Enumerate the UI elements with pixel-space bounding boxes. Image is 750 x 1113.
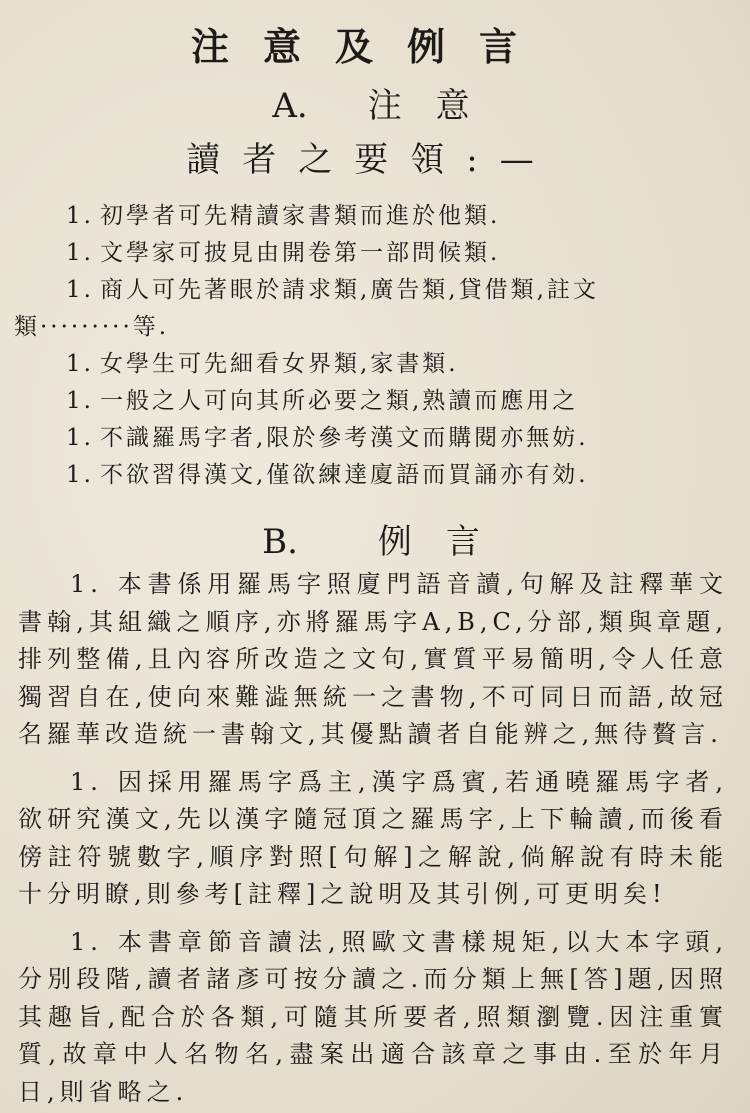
paragraph-number: 1. [70, 927, 103, 956]
list-item-text: 不欲習得漢文,僅欲練達廈語而買誦亦有効. [100, 462, 589, 488]
list-item-text: 一般之人可向其所必要之類,熟讀而應用之 [100, 388, 579, 414]
list-item-number: 1. [66, 240, 94, 266]
list-item-text: 女學生可先細看女界類,家書類. [100, 351, 459, 377]
list-item [14, 457, 728, 494]
paragraph [18, 566, 728, 754]
list-item [14, 272, 728, 309]
paragraph-number: 1. [70, 767, 103, 796]
page-title: 注意及例言 [190, 24, 551, 69]
list-item-number: 1. [66, 462, 94, 488]
section-a-title: 注 意 [367, 86, 470, 126]
list-item-text: 初學者可先精讀家書類而進於他類. [100, 203, 501, 229]
list-item-text: 不識羅馬字者,限於參考漢文而購閱亦無妨. [100, 425, 589, 451]
paragraph-text: 因採用羅馬字爲主,漢字爲賓,若通曉羅馬字者,欲研究漢文,先以漢字隨冠頂之羅馬字,上下輪讀,而後看傍註符號數字,順序對照[句解]之解說,倘解說有時未能十分明瞭,則參考[註釋]之說明及其引例,可更明矣! [18, 767, 728, 908]
list-item-number: 1. [66, 351, 94, 377]
section-b-letter: B. [262, 522, 298, 562]
guidelines-list [14, 198, 728, 494]
list-item [14, 198, 728, 235]
list-item-number: 1. [66, 388, 94, 414]
section-b-heading [14, 494, 728, 562]
list-item-number: 1. [66, 203, 94, 229]
list-item [14, 420, 728, 457]
paragraph-text: 本書係用羅馬字照廈門語音讀,句解及註釋華文書翰,其組織之順序,亦將羅馬字A,B,C,分部,類與章題,排列整備,且內容所改造之文句,實質平易簡明,令人任意獨習自在,使向來難澁無統一之書物,不可同日而語,故冠名羅華改造統一書翰文,其優點讀者自能辨之,無待贅言. [18, 570, 728, 748]
list-item-number: 1. [66, 277, 94, 303]
list-item-text: 類·········等. [14, 314, 170, 340]
paragraph [18, 764, 728, 914]
list-item-text: 文學家可披見由開卷第一部問候類. [100, 240, 501, 266]
section-a-heading [14, 68, 728, 126]
list-item-continuation [14, 309, 728, 346]
paragraph [18, 924, 728, 1112]
subheading: 讀者之要領:— [186, 140, 556, 180]
list-item [14, 383, 728, 420]
section-a-letter: A. [272, 86, 308, 126]
list-item-text: 商人可先著眼於請求類,廣告類,貸借類,註文 [100, 277, 599, 303]
list-item [14, 235, 728, 272]
list-item [14, 346, 728, 383]
section-b-title: 例 言 [377, 522, 480, 562]
paragraph-text: 本書章節音讀法,照歐文書樣規矩,以大本字頭,分別段階,讀者諸彥可按分讀之.而分類上無[答]題,因照其趣旨,配合於各類,可隨其所要者,照類瀏覽.因注重實質,故章中人名物名,盡案出適合該章之事由.至於年月日,則省略之. [18, 927, 728, 1106]
list-item-number: 1. [66, 425, 94, 451]
paragraph-number: 1. [70, 570, 103, 598]
